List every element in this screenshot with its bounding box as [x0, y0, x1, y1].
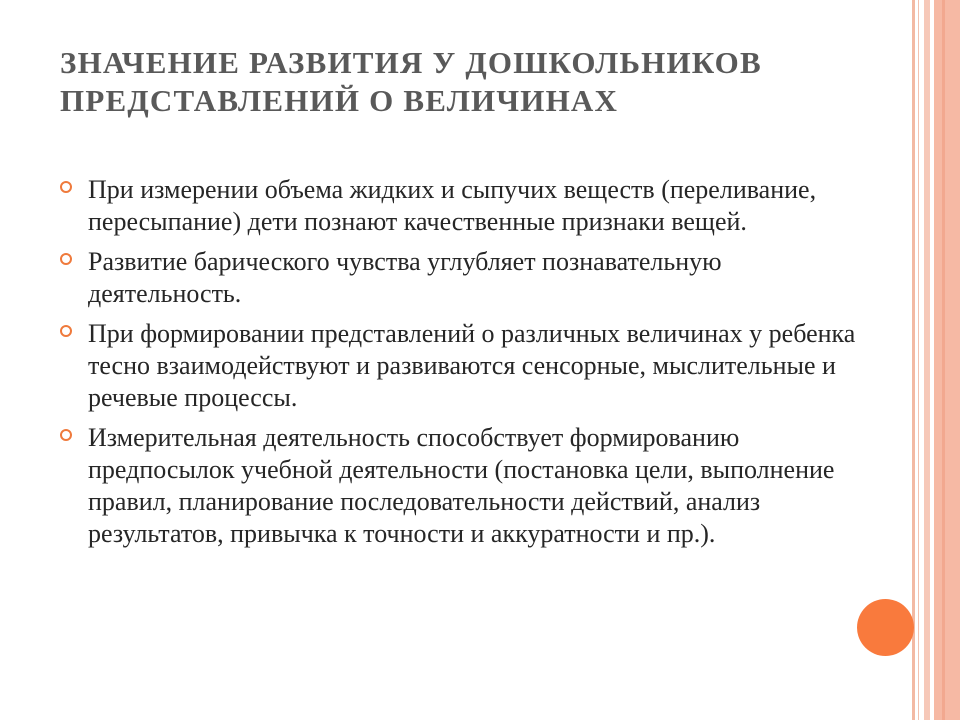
- bullet-item-2: [60, 246, 875, 310]
- decorative-side-stripes: [912, 0, 960, 720]
- stripe-accent: [942, 0, 945, 720]
- bullet-text-3: При формировании представлений о различных величинах у ребенка тесно взаимодействуют и развиваются сенсорные, мыслительные и речевые процессы.: [88, 319, 856, 412]
- ring-bullet-icon: [60, 325, 72, 337]
- slide-title: [60, 44, 880, 120]
- bullet-item-4: [60, 422, 875, 550]
- bullet-text-1: При измерении объема жидких и сыпучих веществ (переливание, пересыпание) дети познают качественные признаки вещей.: [88, 175, 817, 236]
- bullet-text-4: Измерительная деятельность способствует формированию предпосылок учебной деятельности (постановка цели, выполнение правил, планирование последовательности действий, анализ результатов, привычка к точности и аккуратности и пр.).: [88, 423, 835, 548]
- ring-bullet-icon: [60, 253, 72, 265]
- bullet-item-3: [60, 318, 875, 414]
- slide-title-line-1: ЗНАЧЕНИЕ РАЗВИТИЯ У ДОШКОЛЬНИКОВ: [60, 45, 762, 80]
- ring-bullet-icon: [60, 181, 72, 193]
- stripe-thin-1: [912, 0, 915, 720]
- ring-bullet-icon: [60, 429, 72, 441]
- orange-circle-icon: [857, 599, 914, 656]
- slide-title-line-2: ПРЕДСТАВЛЕНИЙ О ВЕЛИЧИНАХ: [60, 83, 619, 118]
- bullet-item-1: [60, 174, 875, 238]
- bullet-text-2: Развитие барического чувства углубляет познавательную деятельность.: [88, 247, 722, 308]
- stripe-medium: [924, 0, 930, 720]
- bullet-list: [60, 174, 875, 558]
- stripe-wide: [934, 0, 960, 720]
- stripe-thin-2: [918, 0, 919, 720]
